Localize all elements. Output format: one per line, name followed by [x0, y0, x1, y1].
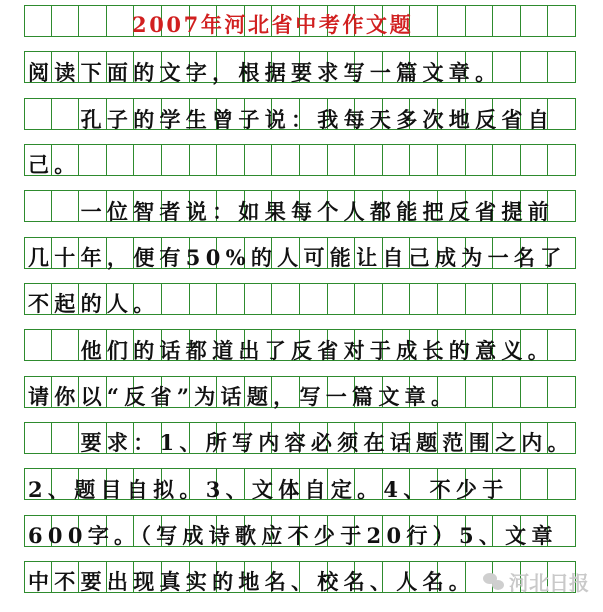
- prompt-line-2: 孔子的学生曾子说：我每天多次地反省自: [28, 107, 554, 132]
- grid-row: [24, 144, 576, 176]
- grid-cell: [466, 377, 494, 407]
- prompt-line-6: 不起的人。: [28, 291, 160, 316]
- grid-cell: [493, 284, 521, 314]
- grid-cell: [410, 284, 438, 314]
- prompt-line-3: 己。: [28, 152, 81, 177]
- grid-cell: [521, 52, 549, 82]
- chat-bubble-icon: [483, 573, 505, 591]
- grid-cell: [300, 284, 328, 314]
- grid-cell: [162, 145, 190, 175]
- prompt-line-11: 600字。（写成诗歌应不少于20行）5、文章: [28, 523, 558, 548]
- grid-cell: [521, 284, 549, 314]
- grid-cell: [190, 145, 218, 175]
- grid-cell: [79, 145, 107, 175]
- grid-cell: [438, 6, 466, 36]
- watermark: [483, 567, 589, 596]
- grid-cell: [410, 145, 438, 175]
- grid-cell: [548, 145, 576, 175]
- grid-cell: [438, 145, 466, 175]
- grid-cell: [245, 284, 273, 314]
- grid-cell: [493, 6, 521, 36]
- grid-cell: [521, 145, 549, 175]
- grid-cell: [162, 284, 190, 314]
- grid-cell: [79, 6, 107, 36]
- grid-cell: [272, 284, 300, 314]
- grid-cell: [24, 6, 52, 36]
- prompt-line-8: 请你以“反省”为话题，写一篇文章。: [28, 384, 458, 409]
- grid-cell: [466, 6, 494, 36]
- grid-cell: [438, 284, 466, 314]
- grid-cell: [107, 6, 135, 36]
- grid-cell: [355, 284, 383, 314]
- prompt-line-1: 阅读下面的文字，根据要求写一篇文章。: [28, 60, 502, 85]
- grid-cell: [107, 145, 135, 175]
- prompt-line-7: 他们的话都道出了反省对于成长的意义。: [28, 338, 554, 363]
- prompt-line-4: 一位智者说：如果每个人都能把反省提前: [28, 199, 554, 224]
- grid-cell: [134, 145, 162, 175]
- grid-cell: [466, 284, 494, 314]
- grid-cell: [300, 145, 328, 175]
- grid-cell: [548, 284, 576, 314]
- grid-cell: [548, 6, 576, 36]
- grid-cell: [383, 284, 411, 314]
- grid-cell: [355, 145, 383, 175]
- prompt-line-10: 2、题目自拟。3、文体自定。4、不少于: [28, 477, 509, 502]
- grid-cell: [521, 377, 549, 407]
- prompt-line-9: 要求：1、所写内容必须在话题范围之内。: [28, 430, 574, 455]
- grid-cell: [383, 145, 411, 175]
- grid-cell: [217, 145, 245, 175]
- grid-cell: [466, 145, 494, 175]
- grid-cell: [272, 145, 300, 175]
- grid-cell: [410, 6, 438, 36]
- grid-cell: [493, 145, 521, 175]
- prompt-line-12: 中不要出现真实的地名、校名、人名。: [28, 569, 476, 594]
- grid-cell: [548, 377, 576, 407]
- grid-cell: [52, 6, 80, 36]
- grid-cell: [521, 469, 549, 499]
- grid-cell: [548, 52, 576, 82]
- grid-cell: [328, 284, 356, 314]
- grid-cell: [190, 284, 218, 314]
- grid-cell: [217, 284, 245, 314]
- prompt-line-5: 几十年，便有50%的人可能让自己成为一名了: [28, 245, 567, 270]
- grid-cell: [245, 145, 273, 175]
- watermark-text: 河北日报: [509, 571, 589, 595]
- grid-cell: [328, 145, 356, 175]
- grid-cell: [521, 6, 549, 36]
- grid-cell: [548, 469, 576, 499]
- essay-title: 2007年河北省中考作文题: [132, 12, 414, 37]
- grid-cell: [493, 377, 521, 407]
